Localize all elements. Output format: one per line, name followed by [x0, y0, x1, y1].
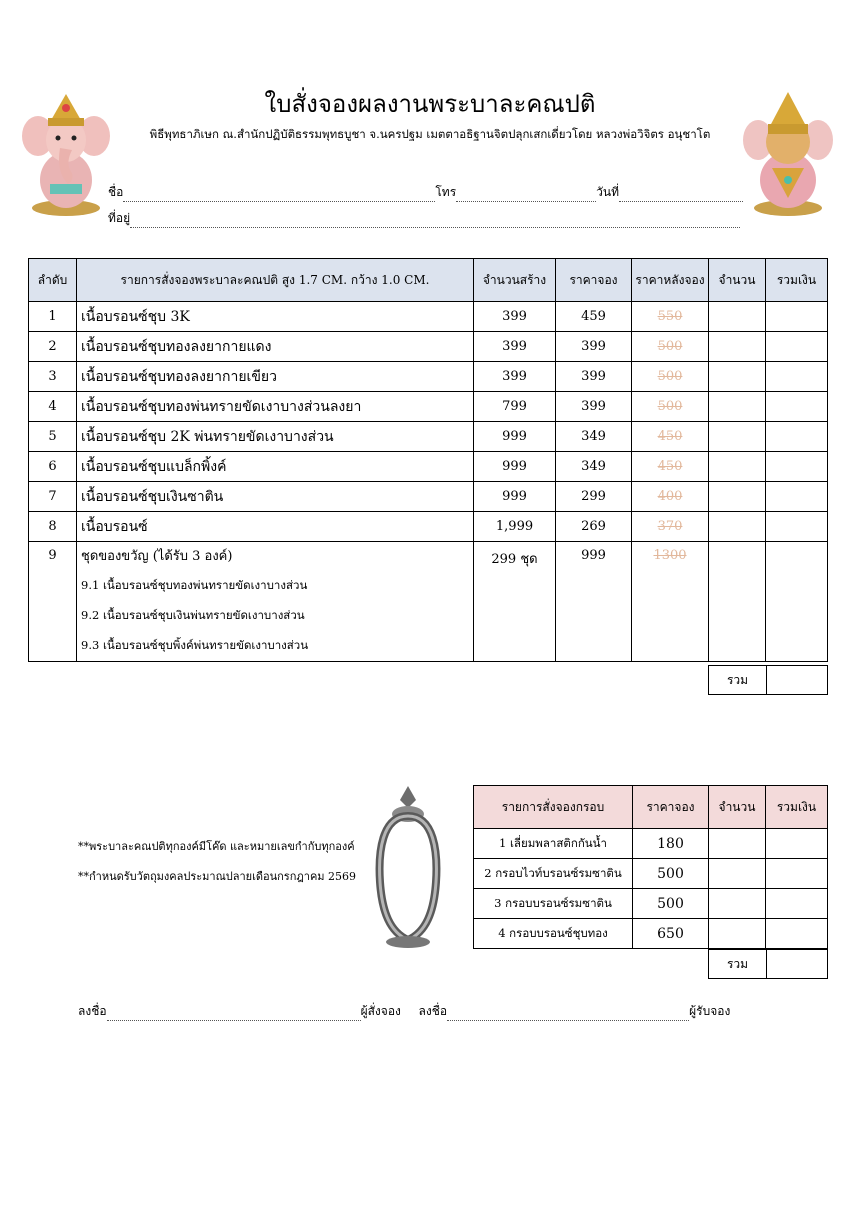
frame-row-name: 4 กรอบบรอนซ์ชุบทอง	[474, 919, 633, 949]
row-price: 399	[556, 392, 632, 422]
ganesha-statue-icon	[20, 88, 112, 220]
frame-header-qty: จำนวน	[709, 786, 766, 829]
sign-label-orderer: ลงชื่อ	[78, 1004, 107, 1018]
row-qty-cell[interactable]	[709, 362, 766, 392]
signature-row	[78, 1002, 730, 1021]
row-name: เนื้อบรอนซ์ชุบทองลงยากายเขียว	[77, 362, 474, 392]
row-after-price: 500	[657, 369, 683, 384]
date-field[interactable]	[619, 189, 743, 202]
row-after-price: 500	[657, 339, 683, 354]
table-row	[29, 392, 828, 422]
row-total-cell[interactable]	[766, 422, 828, 452]
frame-row-price: 500	[633, 859, 709, 889]
ornate-frame-icon	[374, 782, 442, 950]
sign-label-receiver: ลงชื่อ	[418, 1004, 448, 1018]
row-qty-cell[interactable]	[709, 452, 766, 482]
frame-total-cell[interactable]	[766, 919, 828, 949]
row-price: 399	[556, 362, 632, 392]
row-name: เนื้อบรอนซ์ชุบแบล็กพิ้งค์	[77, 452, 474, 482]
order-sum-field[interactable]	[766, 665, 828, 695]
row-produced: 399	[474, 362, 556, 392]
row-price: 399	[556, 332, 632, 362]
row-name: เนื้อบรอนซ์ชุบ 2K พ่นทรายขัดเงาบางส่วน	[77, 422, 474, 452]
orderer-signature-field[interactable]	[107, 1008, 361, 1021]
page-title: ใบสั่งจองผลงานพระบาละคณปติ	[264, 90, 596, 118]
row-produced: 399	[474, 332, 556, 362]
address-field[interactable]	[130, 215, 740, 228]
row-total-cell[interactable]	[766, 512, 828, 542]
frame-row-price: 500	[633, 889, 709, 919]
set-item: 9.1 เนื้อบรอนซ์ชุบทองพ่นทรายขัดเงาบางส่วน	[81, 578, 308, 592]
set-index: 9	[29, 542, 77, 662]
row-qty-cell[interactable]	[709, 512, 766, 542]
row-qty-cell[interactable]	[709, 422, 766, 452]
header-after-price: ราคาหลังจอง	[632, 259, 709, 302]
row-index: 7	[29, 482, 77, 512]
row-total-cell[interactable]	[766, 392, 828, 422]
order-table-header	[29, 259, 828, 302]
row-total-cell[interactable]	[766, 362, 828, 392]
header-qty: จำนวน	[709, 259, 766, 302]
row-index: 4	[29, 392, 77, 422]
frame-header-item: รายการสั่งจองกรอบ	[474, 786, 633, 829]
row-name: เนื้อบรอนซ์ชุบทองลงยากายแดง	[77, 332, 474, 362]
set-item: 9.2 เนื้อบรอนซ์ชุบเงินพ่นทรายขัดเงาบางส่วน	[81, 608, 305, 622]
frame-qty-cell[interactable]	[709, 859, 766, 889]
frame-qty-cell[interactable]	[709, 919, 766, 949]
row-total-cell[interactable]	[766, 452, 828, 482]
row-name: เนื้อบรอนซ์	[77, 512, 474, 542]
frame-row-price: 650	[633, 919, 709, 949]
set-total-cell[interactable]	[766, 542, 828, 662]
table-row	[29, 302, 828, 332]
row-price: 299	[556, 482, 632, 512]
row-name: เนื้อบรอนซ์ชุบเงินซาติน	[77, 482, 474, 512]
ganesha-statue-back-icon	[742, 88, 834, 220]
note-code: **พระบาละคณปติทุกองค์มีโค๊ด และหมายเลขกำกับทุกองค์	[78, 840, 355, 853]
frame-row-name: 3 กรอบบรอนซ์รมซาติน	[474, 889, 633, 919]
page-subtitle: พิธีพุทธาภิเษก ณ.สำนักปฏิบัติธรรมพุทธบูชา จ.นครปฐม เมตตาอธิฐานจิตปลุกเสกเดี่ยวโดย หลวงพ่อวิจิตร อนุชาโต	[149, 127, 711, 141]
row-total-cell[interactable]	[766, 482, 828, 512]
frame-row-name: 2 กรอบไวท์บรอนซ์รมซาติน	[474, 859, 633, 889]
order-table	[28, 258, 828, 662]
row-price: 349	[556, 452, 632, 482]
frame-row-name: 1 เลี่ยมพลาสติกกันน้ำ	[474, 829, 633, 859]
frame-header-price: ราคาจอง	[633, 786, 709, 829]
row-produced: 799	[474, 392, 556, 422]
frame-sum-label: รวม	[708, 949, 767, 979]
frame-header-total: รวมเงิน	[766, 786, 828, 829]
frame-row	[474, 919, 828, 949]
row-total-cell[interactable]	[766, 332, 828, 362]
table-row	[29, 422, 828, 452]
row-produced: 999	[474, 422, 556, 452]
table-row	[29, 482, 828, 512]
address-row	[108, 209, 740, 228]
frame-table-header	[474, 786, 828, 829]
table-row	[29, 332, 828, 362]
header-price: ราคาจอง	[556, 259, 632, 302]
set-name: ชุดของขวัญ (ได้รับ 3 องค์)	[81, 549, 233, 564]
receiver-signature-field[interactable]	[447, 1008, 689, 1021]
receiver-label: ผู้รับจอง	[689, 1004, 731, 1018]
row-price: 269	[556, 512, 632, 542]
row-qty-cell[interactable]	[709, 482, 766, 512]
row-after-price: 450	[657, 429, 683, 444]
row-produced: 1,999	[474, 512, 556, 542]
row-total-cell[interactable]	[766, 302, 828, 332]
row-index: 5	[29, 422, 77, 452]
note-delivery: **กำหนดรับวัตถุมงคลประมาณปลายเดือนกรกฎาคม 2569	[78, 870, 357, 883]
address-label: ที่อยู่	[108, 211, 131, 225]
frame-qty-cell[interactable]	[709, 829, 766, 859]
set-qty-cell[interactable]	[709, 542, 766, 662]
row-qty-cell[interactable]	[709, 302, 766, 332]
row-index: 6	[29, 452, 77, 482]
phone-label: โทร	[435, 185, 457, 199]
frame-sum-field[interactable]	[766, 949, 828, 979]
set-row	[29, 542, 828, 662]
set-item: 9.3 เนื้อบรอนซ์ชุบพิ้งค์พ่นทรายขัดเงาบางส่วน	[81, 638, 309, 652]
header-item: รายการสั่งจองพระบาละคณปติ สูง 1.7 CM. กว้าง 1.0 CM.	[77, 259, 474, 302]
row-name: เนื้อบรอนซ์ชุบทองพ่นทรายขัดเงาบางส่วนลงยา	[77, 392, 474, 422]
header-produced: จำนวนสร้าง	[474, 259, 556, 302]
frame-table	[473, 785, 828, 949]
frame-row	[474, 829, 828, 859]
orderer-label: ผู้สั่งจอง	[360, 1004, 401, 1018]
date-label: วันที่	[596, 185, 620, 199]
name-label: ชื่อ	[108, 185, 124, 199]
row-after-price: 550	[657, 309, 683, 324]
header-total: รวมเงิน	[766, 259, 828, 302]
frame-row-price: 180	[633, 829, 709, 859]
row-after-price: 500	[657, 399, 683, 414]
row-produced: 999	[474, 452, 556, 482]
table-row	[29, 512, 828, 542]
row-index: 1	[29, 302, 77, 332]
contact-row	[108, 183, 743, 202]
order-sum-label: รวม	[708, 665, 767, 695]
row-price: 459	[556, 302, 632, 332]
row-qty-cell[interactable]	[709, 332, 766, 362]
name-field[interactable]	[123, 189, 435, 202]
frame-row	[474, 889, 828, 919]
row-index: 3	[29, 362, 77, 392]
frame-row	[474, 859, 828, 889]
set-after-price: 1300	[653, 548, 687, 563]
frame-total-cell[interactable]	[766, 889, 828, 919]
row-after-price: 370	[657, 519, 683, 534]
row-name: เนื้อบรอนซ์ชุบ 3K	[77, 302, 474, 332]
row-after-price: 400	[657, 489, 683, 504]
table-row	[29, 362, 828, 392]
row-index: 8	[29, 512, 77, 542]
row-index: 2	[29, 332, 77, 362]
phone-field[interactable]	[456, 189, 596, 202]
row-qty-cell[interactable]	[709, 392, 766, 422]
frame-total-cell[interactable]	[766, 829, 828, 859]
set-produced: 299 ชุด	[474, 542, 556, 662]
row-price: 349	[556, 422, 632, 452]
set-price: 999	[556, 542, 632, 662]
header-index: ลำดับ	[29, 259, 77, 302]
table-row	[29, 452, 828, 482]
row-produced: 399	[474, 302, 556, 332]
frame-total-cell[interactable]	[766, 859, 828, 889]
row-after-price: 450	[657, 459, 683, 474]
row-produced: 999	[474, 482, 556, 512]
frame-qty-cell[interactable]	[709, 889, 766, 919]
